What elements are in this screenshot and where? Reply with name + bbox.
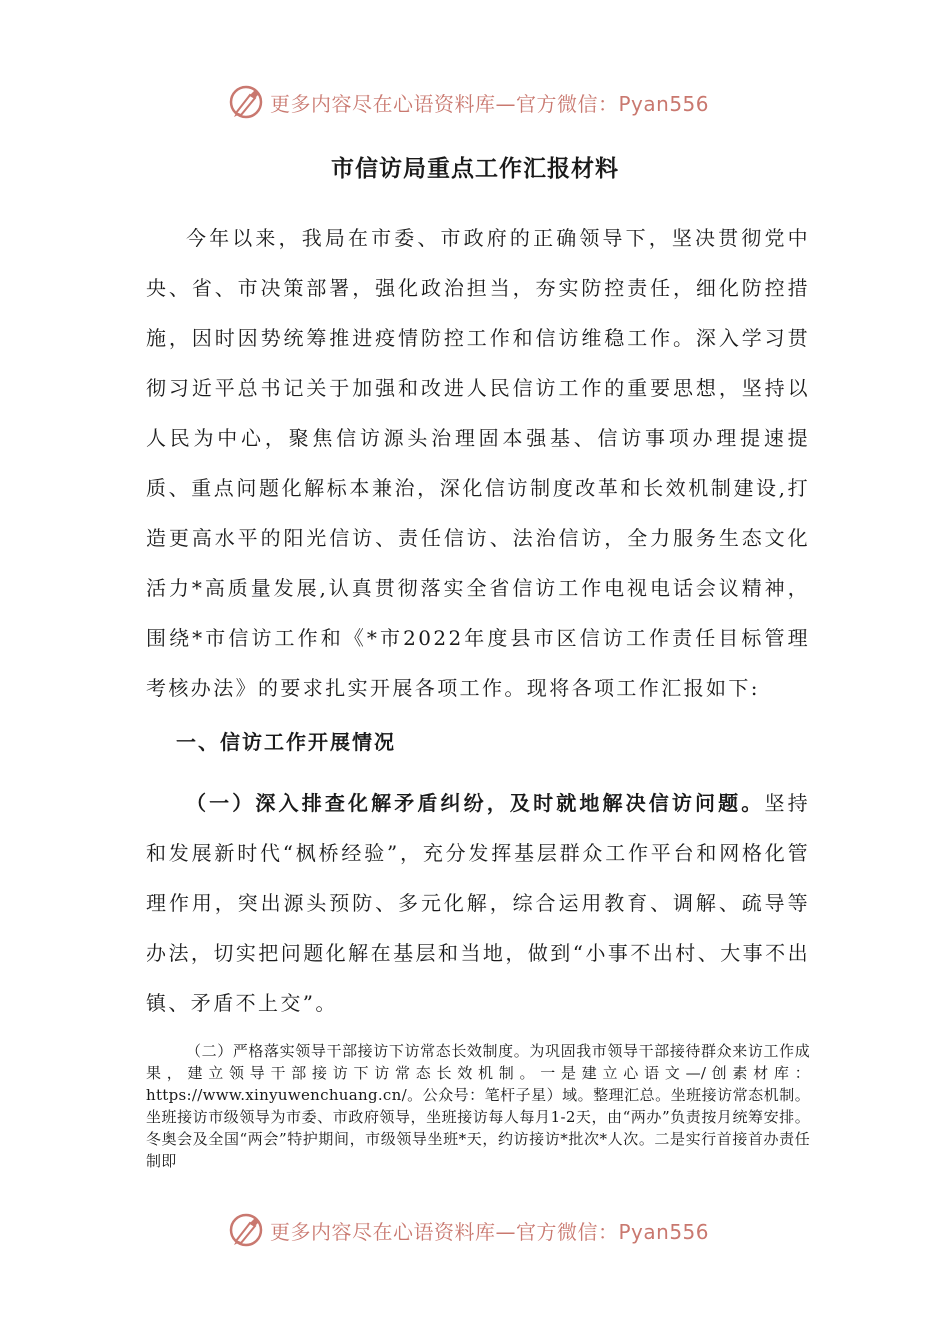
pen-nib-icon	[228, 1212, 264, 1248]
paragraph-section-1-1	[146, 778, 810, 1028]
watermark-banner-top	[228, 82, 748, 122]
watermark-text: 更多内容尽在心语资料库—官方微信：Pyan556	[270, 1219, 710, 1244]
paragraph-intro: 今年以来，我局在市委、市政府的正确领导下，坚决贯彻党中央、省、市决策部署，强化政治担当，夯实防控责任，细化防控措施，因时因势统筹推进疫情防控工作和信访维稳工作。深入学习贯彻习近平总书记关于加强和改进人民信访工作的重要思想，坚持以人民为中心，聚焦信访源头治理固本强基、信访事项办理提速提质、重点问题化解标本兼治，深化信访制度改革和长效机制建设,打造更高水平的阳光信访、责任信访、法治信访，全力服务生态文化活力*高质量发展,认真贯彻落实全省信访工作电视电话会议精神，围绕*市信访工作和《*市2022年度县市区信访工作责任目标管理考核办法》的要求扎实开展各项工作。现将各项工作汇报如下:	[146, 226, 810, 700]
section-heading-1: 一、信访工作开展情况	[176, 730, 396, 754]
paragraph-section-1-2: （二）严格落实领导干部接访下访常态长效制度。为巩固我市领导干部接待群众来访工作成果，建立领导干部接访下访常态长效机制。一是建立心语文—/创素材库：https://www.xinyuwenchuang.cn/。公众号：笔杆子星）域。整理汇总。坐班接访常态机制。坐班接访市级领导为市委、市政府领导，坐班接访每人每月1-2天，由“两办”负责按月统筹安排。冬奥会及全国“两会”特护期间，市级领导坐班*天，约访接访*批次*人次。二是实行首接首办责任制即	[146, 1042, 810, 1170]
pen-nib-icon	[228, 84, 264, 120]
watermark-text: 更多内容尽在心语资料库—官方微信：Pyan556	[270, 91, 710, 116]
watermark-banner-bottom	[228, 1210, 748, 1250]
document-title: 市信访局重点工作汇报材料	[331, 156, 619, 182]
paragraph-text: 坚持和发展新时代“枫桥经验”，充分发挥基层群众工作平台和网格化管理作用，突出源头预防、多元化解，综合运用教育、调解、疏导等办法，切实把问题化解在基层和当地，做到“小事不出村、大事不出镇、矛盾不上交”。	[146, 791, 810, 1015]
paragraph-lead: （一）深入排查化解矛盾纠纷，及时就地解决信访问题。	[186, 791, 765, 815]
